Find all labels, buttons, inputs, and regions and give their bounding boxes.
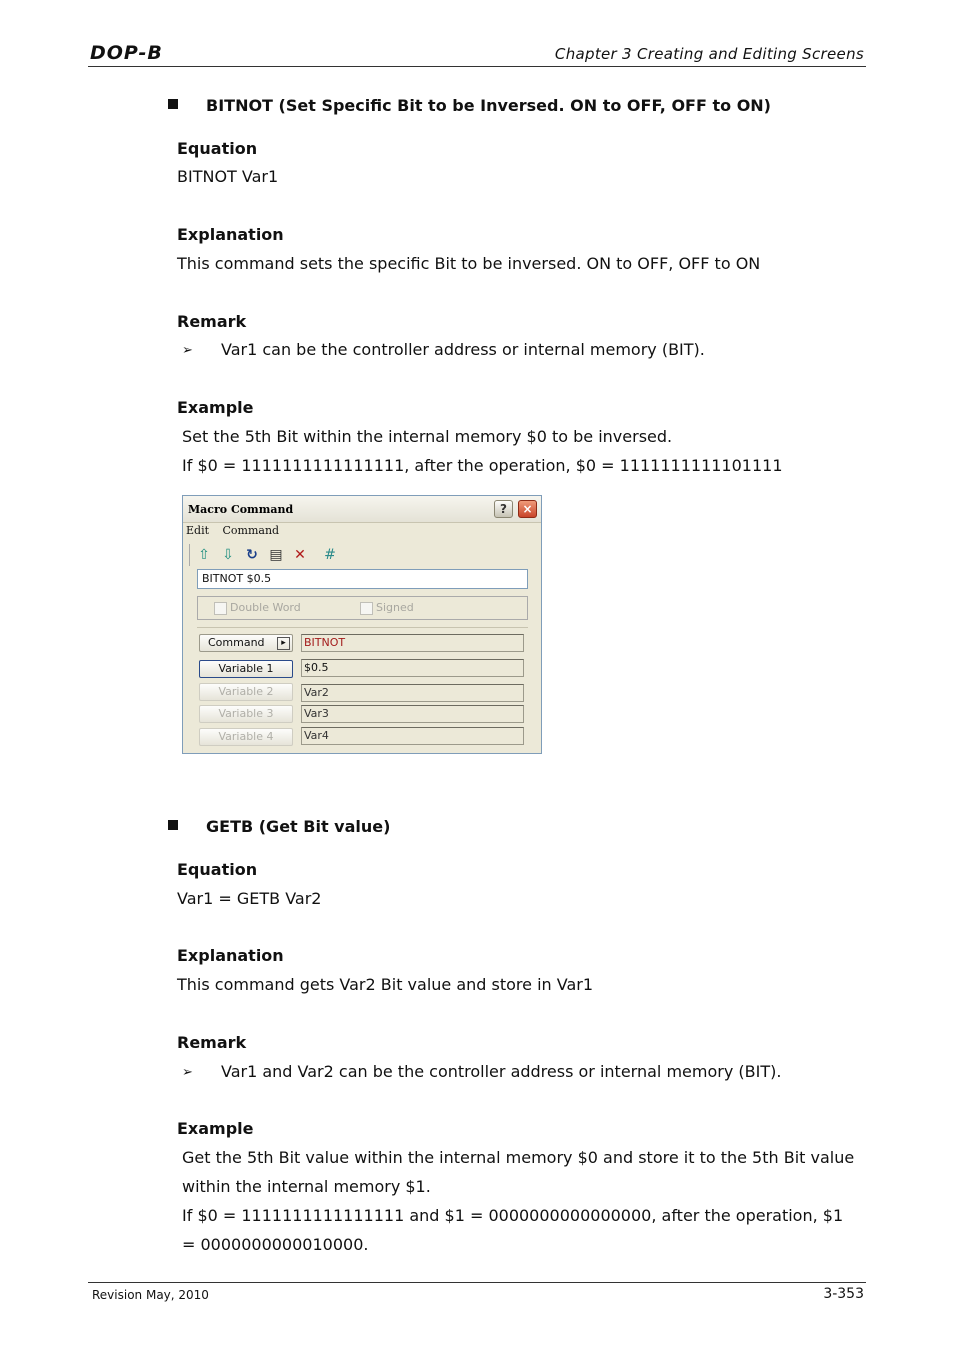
footer-rule: [88, 1282, 866, 1283]
example-line: Set the 5th Bit within the internal memory $0 to be inversed.: [182, 427, 673, 446]
document-icon[interactable]: ▤: [269, 547, 283, 563]
delete-icon[interactable]: ✕: [294, 547, 306, 563]
equation-text: Var1 = GETB Var2: [177, 889, 322, 908]
up-arrow-icon[interactable]: ⇧: [198, 547, 210, 563]
explanation-text: This command gets Var2 Bit value and store in Var1: [177, 975, 594, 994]
toolbar: [189, 544, 338, 566]
variable-3-button[interactable]: Variable 3: [199, 705, 293, 723]
signed-label: Signed: [376, 601, 414, 614]
remark-text: Var1 and Var2 can be the controller address or internal memory (BIT).: [221, 1062, 782, 1081]
refresh-icon[interactable]: ↻: [246, 547, 258, 563]
variable-1-field[interactable]: $0.5: [301, 659, 524, 677]
variable-2-field[interactable]: Var2: [301, 684, 524, 702]
equation-label: Equation: [177, 139, 258, 158]
help-button[interactable]: ?: [494, 500, 513, 518]
remark-arrow-icon: ➢: [182, 343, 193, 358]
double-word-checkbox[interactable]: [214, 602, 227, 615]
command-value-field[interactable]: BITNOT: [301, 634, 524, 652]
variable-1-button[interactable]: Variable 1: [199, 660, 293, 678]
command-button-label: Command: [208, 636, 265, 649]
variable-3-field[interactable]: Var3: [301, 705, 524, 723]
command-button[interactable]: [199, 634, 293, 652]
bitnot-title: BITNOT (Set Specific Bit to be Inversed. ON to OFF, OFF to ON): [206, 96, 771, 115]
variable-4-field[interactable]: Var4: [301, 727, 524, 745]
menu-edit[interactable]: Edit: [186, 524, 210, 537]
explanation-label: Explanation: [177, 946, 284, 965]
section-bullet-icon: [168, 99, 178, 109]
example-label: Example: [177, 1119, 254, 1138]
macro-command-dialog: [182, 495, 542, 754]
dop-b-logo: DOP-B: [90, 42, 163, 64]
example-line: If $0 = 1111111111111111, after the operation, $0 = 1111111111101111: [182, 456, 783, 475]
example-line: = 0000000000010000.: [182, 1235, 369, 1254]
chapter-title: Chapter 3 Creating and Editing Screens: [554, 45, 864, 63]
menu-command[interactable]: Command: [222, 524, 280, 537]
equation-text: BITNOT Var1: [177, 167, 279, 186]
example-line: within the internal memory $1.: [182, 1177, 431, 1196]
dropdown-arrow-icon: ▸: [277, 637, 290, 650]
menubar: [186, 524, 289, 542]
dialog-title: Macro Command: [188, 503, 294, 516]
explanation-text: This command sets the specific Bit to be inversed. ON to OFF, OFF to ON: [177, 254, 761, 273]
remark-label: Remark: [177, 312, 247, 331]
header-rule: [88, 66, 866, 67]
hash-icon[interactable]: #: [324, 547, 336, 563]
example-line: If $0 = 1111111111111111 and $1 = 0000000000000000, after the operation, $1: [182, 1206, 844, 1225]
options-group: [197, 596, 528, 620]
remark-arrow-icon: ➢: [182, 1065, 193, 1080]
section-bullet-icon: [168, 820, 178, 830]
double-word-label: Double Word: [230, 601, 301, 614]
page-number: 3-353: [823, 1286, 864, 1302]
separator: [197, 627, 528, 628]
remark-text: Var1 can be the controller address or internal memory (BIT).: [221, 340, 705, 359]
equation-label: Equation: [177, 860, 258, 879]
signed-checkbox[interactable]: [360, 602, 373, 615]
command-line-input[interactable]: BITNOT $0.5: [197, 569, 528, 589]
revision-text: Revision May, 2010: [92, 1288, 209, 1302]
getb-title: GETB (Get Bit value): [206, 817, 391, 836]
example-line: Get the 5th Bit value within the internal memory $0 and store it to the 5th Bit value: [182, 1148, 855, 1167]
variable-2-button[interactable]: Variable 2: [199, 683, 293, 701]
close-button[interactable]: ×: [518, 500, 537, 518]
down-arrow-icon[interactable]: ⇩: [222, 547, 234, 563]
explanation-label: Explanation: [177, 225, 284, 244]
remark-label: Remark: [177, 1033, 247, 1052]
dialog-titlebar[interactable]: [183, 496, 541, 523]
example-label: Example: [177, 398, 254, 417]
variable-4-button[interactable]: Variable 4: [199, 728, 293, 746]
